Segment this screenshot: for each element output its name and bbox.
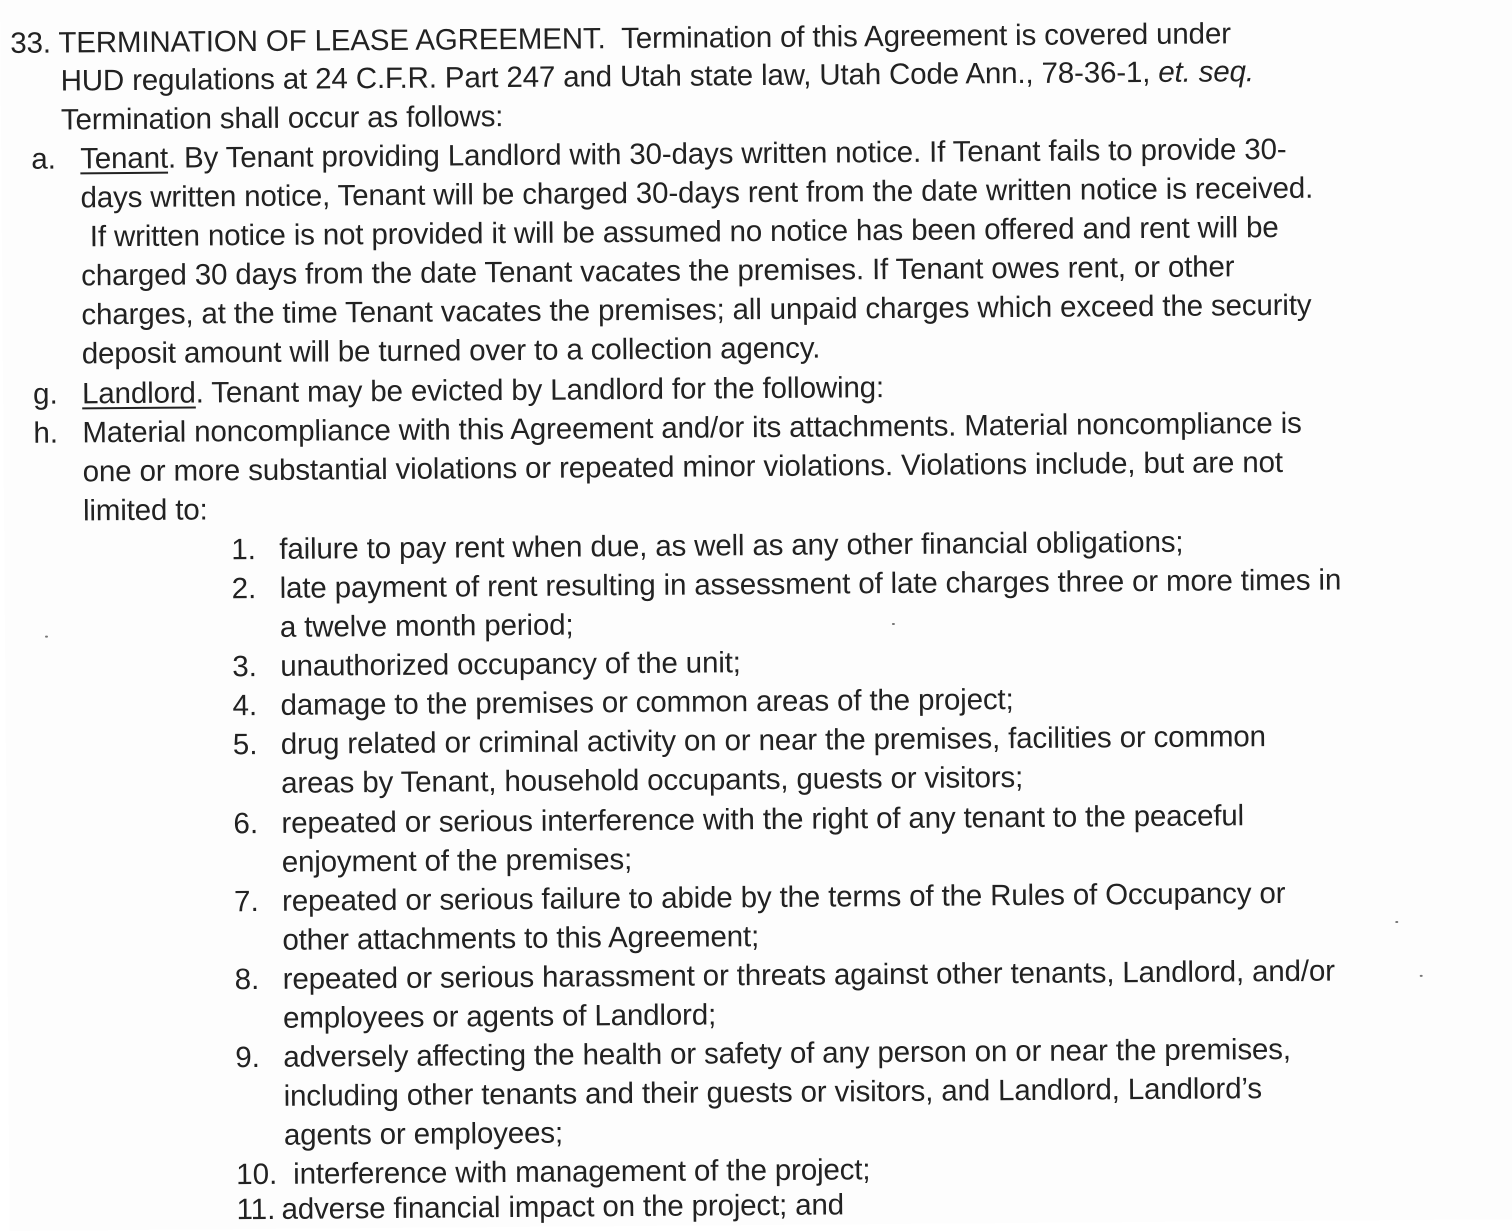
item-h-line-3: limited to: — [82, 493, 208, 528]
violation-1-number: 1. — [231, 533, 257, 567]
item-a-marker: a. — [31, 142, 56, 176]
item-g-title: Landlord — [81, 376, 196, 411]
scan-speck — [1395, 921, 1398, 923]
item-g-line-1-text: . Tenant may be evicted by Landlord for the following: — [195, 371, 885, 410]
section-intro-line-3: Termination shall occur as follows: — [60, 100, 504, 137]
violation-9-number: 9. — [235, 1040, 261, 1075]
violation-6-line-1: repeated or serious interference with the right of any tenant to the peaceful — [281, 799, 1245, 840]
item-a-line-6: deposit amount will be turned over to a collection agency. — [81, 331, 821, 371]
violation-7-line-1: repeated or serious failure to abide by the terms of the Rules of Occupancy or — [281, 876, 1286, 918]
section-number: 33. — [10, 26, 52, 60]
item-h-line-2: one or more substantial violations or repeated minor violations. Violations include, but are not — [82, 445, 1283, 489]
violation-9-line-3: agents or employees; — [283, 1116, 564, 1152]
violation-8-line-1: repeated or serious harassment or threats against other tenants, Landlord, and/or — [282, 954, 1335, 996]
violation-10-line-1: interference with management of the project; — [293, 1153, 871, 1191]
scan-speck — [892, 623, 895, 625]
violation-3-line-1: unauthorized occupancy of the unit; — [280, 646, 741, 683]
item-a-line-2: days written notice, Tenant will be charged 30-days rent from the date written notice is received. — [80, 171, 1314, 215]
item-h-marker: h. — [33, 416, 59, 450]
violation-2-line-2: a twelve month period; — [279, 608, 574, 644]
violation-5-line-2: areas by Tenant, household occupants, guests or visitors; — [281, 760, 1024, 800]
item-a-line-1-text: . By Tenant providing Landlord with 30-days written notice. If Tenant fails to provide 30- — [167, 132, 1287, 175]
item-g-line-1 — [82, 370, 884, 412]
violation-7-line-2: other attachments to this Agreement; — [282, 920, 760, 957]
violation-10-number: 10. — [236, 1157, 278, 1192]
scan-speck — [45, 636, 48, 638]
item-g-marker: g. — [32, 377, 58, 411]
item-a-line-4: charged 30 days from the date Tenant vacates the premises. If Tenant owes rent, or other — [81, 250, 1235, 293]
scan-speck — [1420, 975, 1423, 977]
violation-2-number: 2. — [231, 572, 257, 606]
violation-11-line-1: adverse financial impact on the project; and — [281, 1188, 845, 1226]
section-intro-line-1: Termination of this Agreement is covered under — [621, 17, 1231, 56]
violation-5-line-1: drug related or criminal activity on or near the premises, facilities or common — [280, 720, 1266, 761]
item-a-title: Tenant — [80, 141, 169, 176]
violation-7-number: 7. — [233, 884, 259, 919]
item-a-line-1 — [80, 132, 1286, 177]
violation-2-line-1: late payment of rent resulting in assessment of late charges three or more times in — [279, 563, 1342, 605]
violation-1-line-1: failure to pay rent when due, as well as any other financial obligations; — [279, 525, 1184, 566]
violation-8-line-2: employees or agents of Landlord; — [282, 998, 717, 1035]
violation-6-line-2: enjoyment of the premises; — [281, 843, 633, 879]
violation-3-number: 3. — [232, 650, 257, 684]
violation-9-line-2: including other tenants and their guests or visitors, and Landlord, Landlord’s — [283, 1072, 1262, 1113]
violation-9-line-1: adversely affecting the health or safety of any person on or near the premises, — [283, 1032, 1292, 1074]
item-a-line-3: If written notice is not provided it will be assumed no notice has been offered and rent will be — [89, 210, 1279, 254]
violation-11-number: 11. — [236, 1192, 276, 1227]
section-intro-line-2 — [61, 54, 1255, 99]
violation-6-number: 6. — [233, 806, 259, 841]
item-h-line-1: Material noncompliance with this Agreement and/or its attachments. Material noncompliance is — [82, 406, 1302, 450]
violation-5-number: 5. — [232, 728, 258, 762]
violation-8-number: 8. — [234, 962, 260, 997]
item-a-line-5: charges, at the time Tenant vacates the premises; all unpaid charges which exceed the security — [81, 288, 1312, 332]
violation-4-number: 4. — [232, 689, 258, 723]
section-heading: TERMINATION OF LEASE AGREEMENT. — [58, 22, 606, 60]
section-intro-etseq: et. seq. — [1158, 55, 1254, 89]
violation-4-line-1: damage to the premises or common areas of the project; — [280, 683, 1014, 722]
section-intro-line-2-text: HUD regulations at 24 C.F.R. Part 247 and Utah state law, Utah Code Ann., 78-36-1, — [60, 55, 1151, 98]
